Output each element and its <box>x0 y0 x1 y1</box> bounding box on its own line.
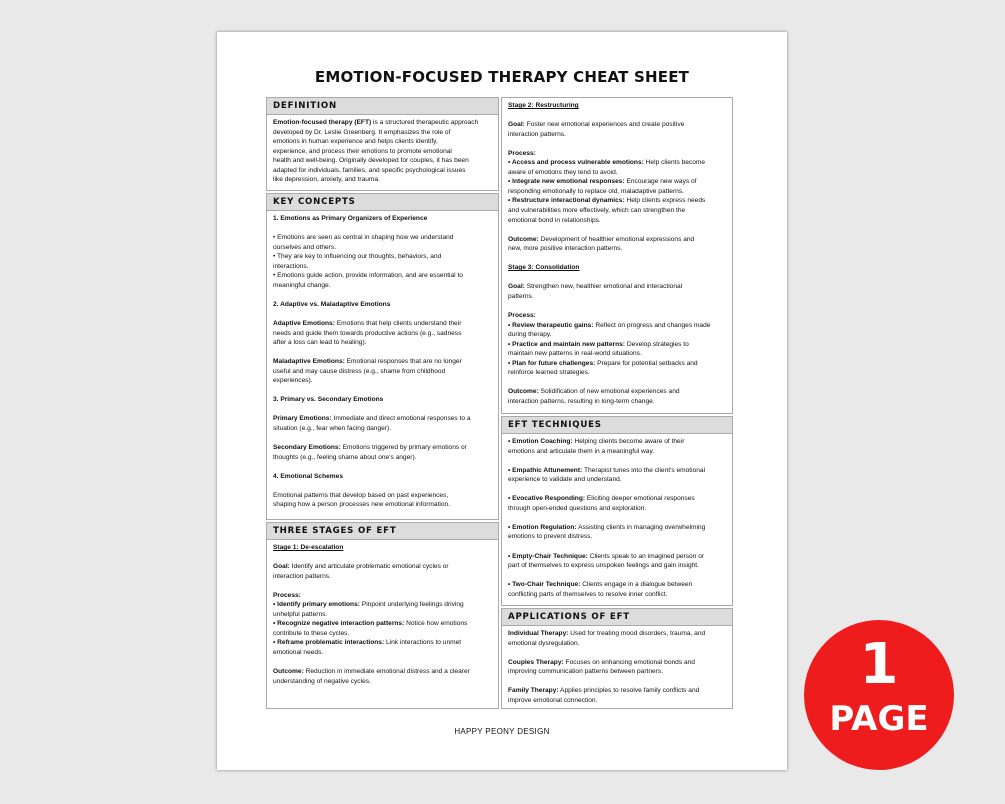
application-text: Applies principles to resolve family conflicts and <box>560 687 700 695</box>
technique-text: part of themselves to express unspoken feelings and gain insight. <box>508 562 699 570</box>
term-label: • Review therapeutic gains: <box>508 321 594 329</box>
stage-text: Foster new emotional experiences and create positive <box>526 121 685 129</box>
stage-text: Development of healthier emotional expressions and <box>540 235 695 243</box>
concept-text: Emotions that help clients understand their <box>336 320 462 328</box>
term-label: Outcome: <box>273 668 304 676</box>
term-label: • Emotion Coaching: <box>508 438 573 445</box>
definition-text: emotions in human experience and helps clients identify, <box>273 138 438 146</box>
definition-section <box>266 97 499 191</box>
stage-text: patterns. <box>508 292 534 300</box>
stage-text: interaction patterns, resulting in long-term change. <box>508 397 655 405</box>
application-text: improving communication patterns between partners. <box>508 668 664 676</box>
concept-text: experiences). <box>273 377 313 385</box>
stage-text: emotional bond in relationships. <box>508 216 601 224</box>
concept-text: situation (e.g., fear when facing danger). <box>273 425 392 433</box>
stage-text: interaction patterns. <box>508 130 566 138</box>
term-label: Outcome: <box>508 235 539 243</box>
stage-text: during therapy. <box>508 331 552 339</box>
stage-text: responding emotionally to replace old, maladaptive patterns. <box>508 187 684 195</box>
term-label: • Empathic Attunement: <box>508 466 583 474</box>
concept-text: ourselves and others. <box>273 243 337 251</box>
stage-text: Link interactions to unmet <box>385 639 462 647</box>
stage-text: Notice how emotions <box>406 620 468 628</box>
concept-text: shaping how a person processes new emotional information. <box>273 501 451 509</box>
term-label: Outcome: <box>508 388 539 396</box>
three-stages-header: THREE STAGES OF EFT <box>267 523 498 540</box>
definition-text: experience, and process their emotions to promote emotional <box>273 147 452 155</box>
term-label: • Plan for future challenges: <box>508 359 596 367</box>
stage-text: maintain new patterns in real-world situations. <box>508 350 642 358</box>
concept-text: Emotions triggered by primary emotions or <box>342 444 467 452</box>
term-label: Adaptive Emotions: <box>273 320 335 328</box>
concept-heading: 1. Emotions as Primary Organizers of Experience <box>273 215 428 222</box>
term-label: • Restructure interactional dynamics: <box>508 197 625 205</box>
term-label: Couples Therapy: <box>508 658 564 666</box>
definition-line <box>273 118 492 128</box>
concept-text: thoughts (e.g., feeling shame about one's anger). <box>273 453 417 461</box>
concept-text: needs and guide them towards productive actions (e.g., sadness <box>273 329 462 337</box>
application-text: Focuses on enhancing emotional bonds and <box>565 658 695 666</box>
term-label: • Emotion Regulation: <box>508 523 577 531</box>
cheat-sheet-page <box>217 32 787 770</box>
stage-title: Stage 1: De-escalation <box>273 544 344 551</box>
technique-text: emotions to prevent distress. <box>508 533 593 541</box>
technique-text: Helping clients become aware of their <box>574 438 685 445</box>
stage-text: new, more positive interaction patterns. <box>508 245 623 253</box>
page-title: EMOTION-FOCUSED THERAPY CHEAT SHEET <box>314 68 690 86</box>
stage-text: Strengthen new, healthier emotional and interactional <box>526 283 683 291</box>
concept-text: • Emotions guide action, provide information, and are essential to <box>273 272 463 280</box>
badge-number: 1 <box>859 632 899 697</box>
stage-text: Encourage new ways of <box>626 178 697 186</box>
stage-text: Develop strategies to <box>626 340 689 348</box>
concept-heading: 2. Adaptive vs. Maladaptive Emotions <box>273 300 391 308</box>
term-label: • Reframe problematic interactions: <box>273 639 385 647</box>
technique-text: Eliciting deeper emotional responses <box>586 495 695 503</box>
definition-text: adapted for individuals, families, and specific psychological issues <box>273 166 466 174</box>
page-count-badge <box>804 620 954 770</box>
technique-text: conflicting parts of themselves to resolve inner conflict. <box>508 590 668 598</box>
application-text: emotional dysregulation. <box>508 639 580 647</box>
concept-text: Emotional responses that are no longer <box>346 358 462 366</box>
term-label: • Identify primary emotions: <box>273 601 360 609</box>
concept-text: useful and may cause distress (e.g., shame from childhood <box>273 367 446 375</box>
stage-text: and vulnerabilities more effectively, which can strengthen the <box>508 207 686 215</box>
term-label: Primary Emotions: <box>273 415 332 423</box>
stage-text: reinforce learned strategies. <box>508 369 590 377</box>
concept-text: interactions. <box>273 262 309 270</box>
term-label: • Recognize negative interaction patterns: <box>273 620 405 628</box>
term-label: • Two-Chair Technique: <box>508 581 581 589</box>
technique-text: emotions and articulate them in a meaningful way. <box>508 447 655 455</box>
technique-text: Assisting clients in managing overwhelming <box>578 523 706 531</box>
technique-text: Clients engage in a dialogue between <box>582 581 693 589</box>
stage-text: aware of emotions they tend to avoid. <box>508 168 618 176</box>
key-concepts-section <box>266 193 499 520</box>
term-label: Goal: <box>273 563 290 571</box>
definition-text: is a structured therapeutic approach <box>373 119 479 126</box>
term-label: • Practice and maintain new patterns: <box>508 340 625 348</box>
concept-text: meaningful change. <box>273 281 331 289</box>
term-label: • Integrate new emotional responses: <box>508 178 625 186</box>
stage-text: Help clients become <box>645 159 706 167</box>
stage-text: interaction patterns. <box>273 572 331 580</box>
definition-text: like depression, anxiety, and trauma. <box>273 176 380 184</box>
term-label: Secondary Emotions: <box>273 444 341 452</box>
stage-text: Reflect on progress and changes made <box>595 321 711 329</box>
stage-text: Prepare for potential setbacks and <box>597 359 698 367</box>
three-stages-section <box>266 522 499 709</box>
key-concepts-header: KEY CONCEPTS <box>267 194 498 211</box>
term-label: Goal: <box>508 283 525 291</box>
concept-heading: 3. Primary vs. Secondary Emotions <box>273 396 384 404</box>
stage-text: emotional needs. <box>273 649 324 657</box>
technique-text: through open-ended questions and exploration. <box>508 504 647 512</box>
stage-text: unhelpful patterns. <box>273 610 328 618</box>
technique-text: Therapist tunes into the client's emotional <box>583 466 706 474</box>
term-label: • Empty-Chair Technique: <box>508 552 588 560</box>
stage-text: Help clients express needs <box>626 197 706 205</box>
term-label: Goal: <box>508 121 525 129</box>
techniques-header: EFT TECHNIQUES <box>502 417 732 434</box>
badge-word: PAGE <box>829 699 929 739</box>
term-label: Maladaptive Emotions: <box>273 358 345 366</box>
definition-text: developed by Dr. Leslie Greenberg. It emphasizes the role of <box>273 128 451 136</box>
definition-lead: Emotion-focused therapy (EFT) <box>273 119 372 126</box>
application-text: Used for treating mood disorders, trauma, and <box>570 630 706 637</box>
footer-brand: HAPPY PEONY DESIGN <box>454 727 550 736</box>
stage-text: contribute to these cycles. <box>273 629 350 637</box>
stage-text: Identify and articulate problematic emotional cycles or <box>291 563 449 571</box>
technique-text: Clients speak to an imagined person or <box>589 552 705 560</box>
techniques-section <box>501 416 733 606</box>
stage-text: Solidification of new emotional experiences and <box>540 388 680 396</box>
stage-text: understanding of negative cycles. <box>273 677 371 685</box>
applications-section <box>501 608 733 709</box>
concept-text: Immediate and direct emotional responses to a <box>333 415 471 423</box>
term-label: Process: <box>273 591 301 599</box>
stage-title: Stage 3: Consolidation <box>508 264 580 272</box>
term-label: Individual Therapy: <box>508 630 569 637</box>
stages-continued-section <box>501 97 733 414</box>
term-label: • Evocative Responding: <box>508 495 586 503</box>
definition-header: DEFINITION <box>267 98 498 115</box>
stage-title: Stage 2: Restructuring <box>508 102 579 109</box>
concept-text: • Emotions are seen as central in shaping how we understand <box>273 234 454 242</box>
concept-text: Emotional patterns that develop based on past experiences, <box>273 491 449 499</box>
technique-text: experience to validate and understand. <box>508 476 622 484</box>
stage-text: Pinpoint underlying feelings driving <box>361 601 464 609</box>
stage-text: Reduction in immediate emotional distress and a clearer <box>305 668 470 676</box>
term-label: • Access and process vulnerable emotions: <box>508 159 644 167</box>
concept-text: • They are key to influencing our thoughts, behaviors, and <box>273 253 442 261</box>
concept-heading: 4. Emotional Schemes <box>273 472 343 480</box>
term-label: Family Therapy: <box>508 687 559 695</box>
application-text: improve emotional connection. <box>508 696 598 704</box>
term-label: Process: <box>508 312 536 320</box>
concept-text: after a loss can lead to healing). <box>273 339 367 347</box>
definition-text: health and well-being. Originally developed for couples, it has been <box>273 157 469 165</box>
term-label: Process: <box>508 149 536 157</box>
applications-header: APPLICATIONS OF EFT <box>502 609 732 626</box>
